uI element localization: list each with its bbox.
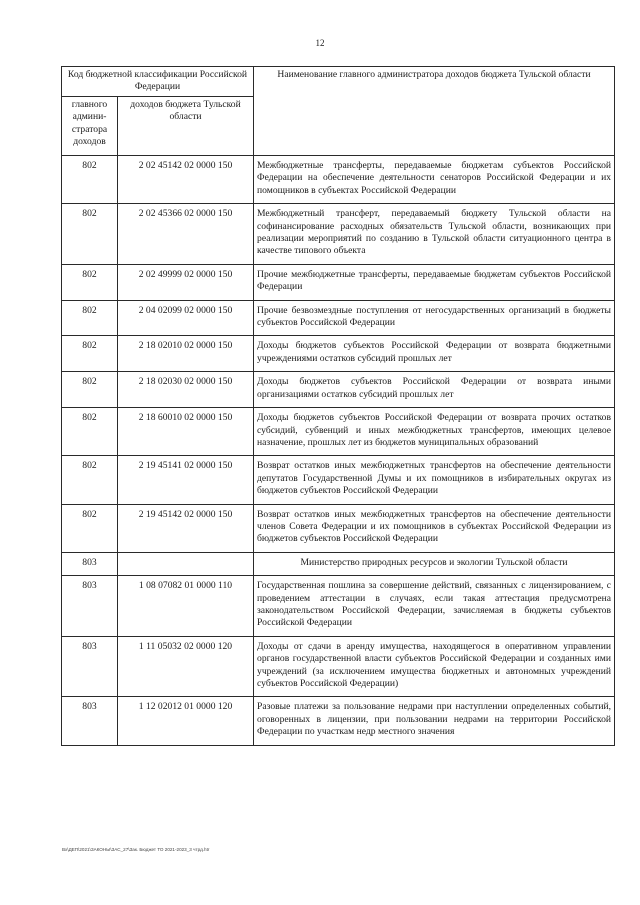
revenue-name-cell: Возврат остатков иных межбюджетных трансфертов на обеспечение деятельности членов Совета Федерации и их помощников в субъектах Российской Федерации из бюджетов субъектов Российской Федерации <box>254 504 615 552</box>
revenue-name-cell: Межбюджетный трансферт, передаваемый бюджету Тульской области на софинансирование расходных обязательств Тульской области, возникающих при реализации мероприятий по созданию в Тульской области ситуационного центра в качестве типового объекта <box>254 204 615 265</box>
income-code-cell: 2 18 60010 02 0000 150 <box>118 408 254 456</box>
admin-code-cell: 802 <box>62 456 118 504</box>
income-code-cell: 1 08 07082 01 0000 110 <box>118 576 254 637</box>
table-row <box>62 408 615 456</box>
table-row <box>62 552 615 575</box>
income-code-cell: 2 18 02030 02 0000 150 <box>118 372 254 408</box>
admin-column-header: главного админи-стратора доходов <box>62 97 118 156</box>
table-row <box>62 156 615 204</box>
income-code-cell: 2 02 45142 02 0000 150 <box>118 156 254 204</box>
admin-code-cell: 802 <box>62 300 118 336</box>
table-row <box>62 204 615 265</box>
table-row <box>62 300 615 336</box>
revenue-name-cell: Прочие межбюджетные трансферты, передаваемые бюджетам субъектов Российской Федерации <box>254 264 615 300</box>
code-group-header: Код бюджетной классификации Российской Федерации <box>62 67 254 97</box>
admin-code-cell: 803 <box>62 636 118 697</box>
table-body <box>62 156 615 746</box>
table-row <box>62 697 615 745</box>
page-number: 12 <box>315 38 325 48</box>
admin-code-cell: 802 <box>62 204 118 265</box>
file-path-footer: Вх\ДЕП\2021\ЗАКОНЫ\ЗАС_27\Зак. Бюджет ТО 2021-2023_3 чтрд.htr <box>62 847 210 852</box>
admin-code-cell: 802 <box>62 408 118 456</box>
admin-code-cell: 803 <box>62 697 118 745</box>
revenue-name-cell: Доходы бюджетов субъектов Российской Федерации от возврата иными организациями остатков субсидий прошлых лет <box>254 372 615 408</box>
income-code-cell <box>118 552 254 575</box>
income-code-cell: 1 12 02012 01 0000 120 <box>118 697 254 745</box>
revenue-name-cell: Межбюджетные трансферты, передаваемые бюджетам субъектов Российской Федерации на обеспечение деятельности сенаторов Российской Федерации и их помощников в субъектах Российской Федерации <box>254 156 615 204</box>
budget-table <box>61 66 615 746</box>
revenue-name-cell: Доходы от сдачи в аренду имущества, находящегося в оперативном управлении органов государственной власти субъектов Российской Федерации и созданных ими учреждений (за исключением имущества бюджетных и автономных учреждений субъектов Российской Федерации) <box>254 636 615 697</box>
income-column-header: доходов бюджета Тульской области <box>118 97 254 156</box>
name-column-header: Наименование главного администратора доходов бюджета Тульской области <box>254 67 615 156</box>
table-row <box>62 336 615 372</box>
table-row <box>62 456 615 504</box>
income-code-cell: 1 11 05032 02 0000 120 <box>118 636 254 697</box>
admin-code-cell: 803 <box>62 552 118 575</box>
table-row <box>62 264 615 300</box>
income-code-cell: 2 04 02099 02 0000 150 <box>118 300 254 336</box>
income-code-cell: 2 02 45366 02 0000 150 <box>118 204 254 265</box>
table-row <box>62 372 615 408</box>
table-row <box>62 576 615 637</box>
income-code-cell: 2 19 45142 02 0000 150 <box>118 504 254 552</box>
table-row <box>62 636 615 697</box>
revenue-name-cell: Министерство природных ресурсов и экологии Тульской области <box>254 552 615 575</box>
income-code-cell: 2 02 49999 02 0000 150 <box>118 264 254 300</box>
admin-code-cell: 803 <box>62 576 118 637</box>
income-code-cell: 2 19 45141 02 0000 150 <box>118 456 254 504</box>
admin-code-cell: 802 <box>62 372 118 408</box>
admin-code-cell: 802 <box>62 156 118 204</box>
revenue-name-cell: Прочие безвозмездные поступления от негосударственных организаций в бюджеты субъектов Российской Федерации <box>254 300 615 336</box>
table-header-row <box>62 67 615 97</box>
revenue-name-cell: Государственная пошлина за совершение действий, связанных с лицензированием, с проведением аттестации в случаях, если такая аттестация предусмотрена законодательством Российской Федерации, зачисляемая в бюджеты субъектов Российской Федерации <box>254 576 615 637</box>
admin-code-cell: 802 <box>62 504 118 552</box>
income-code-cell: 2 18 02010 02 0000 150 <box>118 336 254 372</box>
admin-code-cell: 802 <box>62 264 118 300</box>
revenue-name-cell: Доходы бюджетов субъектов Российской Федерации от возврата бюджетными учреждениями остатков субсидий прошлых лет <box>254 336 615 372</box>
revenue-name-cell: Доходы бюджетов субъектов Российской Федерации от возврата прочих остатков субсидий, субвенций и иных межбюджетных трансфертов, имеющих целевое назначение, прошлых лет из бюджетов муниципальных образований <box>254 408 615 456</box>
revenue-name-cell: Разовые платежи за пользование недрами при наступлении определенных событий, оговоренных в лицензии, при пользовании недрами на территории Российской Федерации по участкам недр местного значения <box>254 697 615 745</box>
admin-code-cell: 802 <box>62 336 118 372</box>
revenue-name-cell: Возврат остатков иных межбюджетных трансфертов на обеспечение деятельности депутатов Государственной Думы и их помощников в избирательных округах из бюджетов субъектов Российской Федерации <box>254 456 615 504</box>
table-row <box>62 504 615 552</box>
